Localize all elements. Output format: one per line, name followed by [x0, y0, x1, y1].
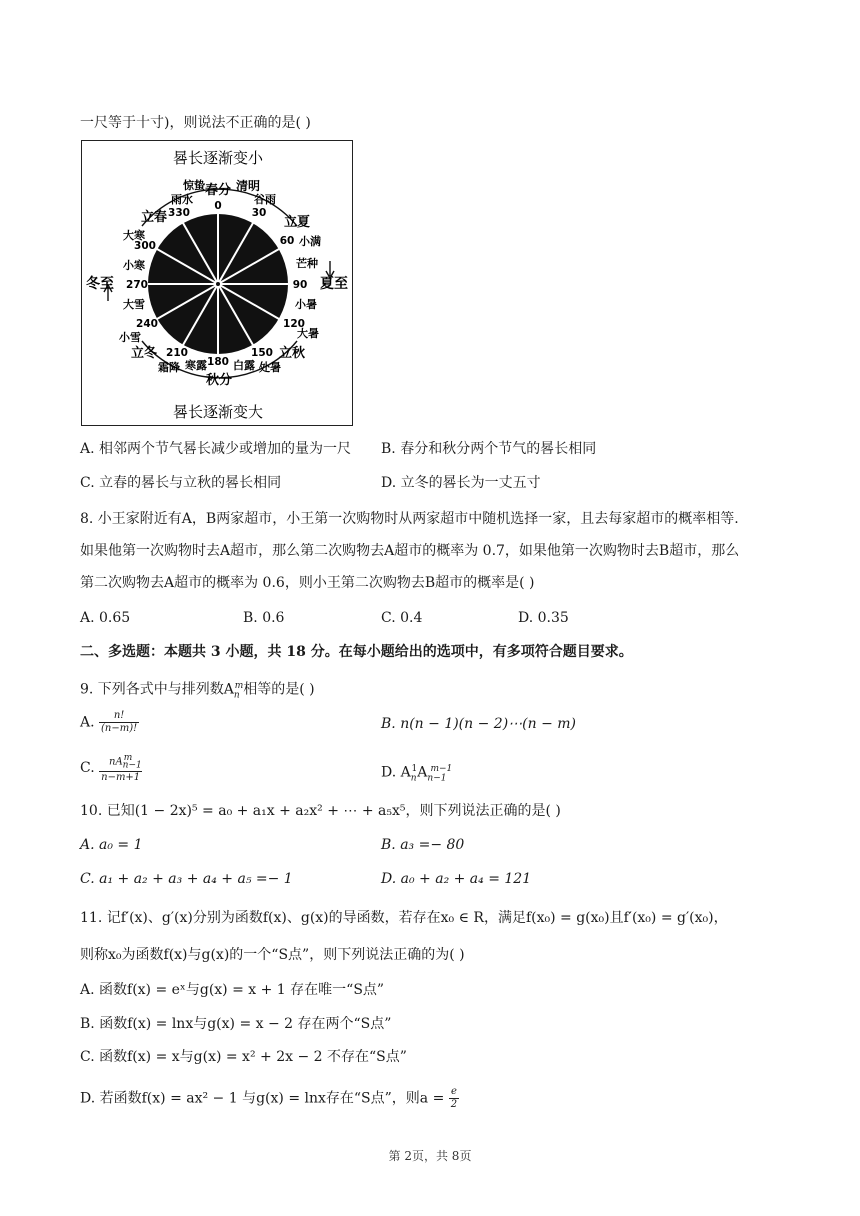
q9-option-c[interactable]: C. $\frac{nA_{n-1}^m}{n-m+1}$	[80, 753, 142, 784]
q11-option-c[interactable]: C. 函数f(x) = x与g(x) = x² + 2x − 2 不存在“S点”	[80, 1049, 407, 1065]
term-chunfen: 春分	[204, 183, 232, 198]
deg-240: 240	[136, 318, 158, 330]
term-lixia: 立夏	[283, 215, 311, 230]
term-qingming: 清明	[235, 179, 261, 193]
term-qiufen: 秋分	[205, 373, 233, 388]
q8-option-c[interactable]: C. 0.4	[381, 610, 423, 626]
q7-option-a[interactable]: A. 相邻两个节气晷长减少或增加的量为一尺	[80, 441, 352, 457]
q8-option-a[interactable]: A. 0.65	[80, 610, 131, 626]
term-xiaohan: 小寒	[123, 259, 145, 272]
q11-option-a[interactable]: A. 函数f(x) = eˣ与g(x) = x + 1 存在唯一“S点”	[80, 982, 385, 998]
q9-stem: 9. 下列各式中与排列数$A_n^m$相等的是( )	[80, 681, 315, 701]
deg-90: 90	[292, 279, 308, 291]
q10-option-b[interactable]: B. a₃ =− 80	[381, 837, 465, 853]
q11-option-d[interactable]: D. 若函数f(x) = ax² − 1 与g(x) = lnx存在“S点”，则a = $\frac{e}{2}$	[80, 1086, 458, 1110]
q8-line2: 如果他第一次购物时去A超市，那么第二次购物去A超市的概率为 0.7，如果他第一次购物时去B超市，那么	[80, 543, 740, 559]
term-lidong: 立冬	[130, 346, 158, 361]
q8-line1: 8. 小王家附近有A，B两家超市，小王第一次购物时从两家超市中随机选择一家，且去每家超市的概率相等.	[80, 511, 739, 527]
term-yushui: 雨水	[171, 193, 193, 206]
deg-180: 180	[207, 356, 229, 368]
q11-line2: 则称x₀为函数f(x)与g(x)的一个“S点”，则下列说法正确的为( )	[80, 947, 465, 963]
deg-30: 30	[251, 207, 267, 219]
deg-150: 150	[251, 347, 273, 359]
q10-option-c[interactable]: C. a₁ + a₂ + a₃ + a₄ + a₅ =− 1	[80, 871, 293, 887]
q11-option-b[interactable]: B. 函数f(x) = lnx与g(x) = x − 2 存在两个“S点”	[80, 1016, 392, 1032]
term-dashu: 大暑	[297, 327, 319, 340]
term-liqiu: 立秋	[278, 346, 306, 361]
term-bailu: 白露	[233, 359, 255, 372]
term-daxue: 大雪	[123, 298, 145, 311]
right-label: 夏至	[320, 276, 348, 292]
q7-stem-tail: 一尺等于十寸)，则说法不正确的是( )	[80, 115, 311, 131]
deg-120: 120	[283, 318, 305, 330]
deg-0: 0	[214, 200, 222, 212]
term-jingzhe: 惊蛰	[183, 179, 205, 192]
term-xiaoman: 小满	[299, 235, 321, 248]
term-lichun: 立春	[140, 210, 168, 225]
deg-270: 270	[126, 279, 148, 291]
q9-option-d[interactable]: D. $A_n^1A_{n-1}^{m-1}$	[381, 764, 453, 784]
term-dahan: 大寒	[123, 229, 145, 242]
q8-option-b[interactable]: B. 0.6	[243, 610, 285, 626]
q9-option-b[interactable]: B. n(n − 1)(n − 2)⋯(n − m)	[381, 716, 577, 732]
q7-option-c[interactable]: C. 立春的晷长与立秋的晷长相同	[80, 475, 282, 491]
q7-option-d[interactable]: D. 立冬的晷长为一丈五寸	[381, 475, 541, 491]
term-hanlu: 寒露	[185, 359, 207, 372]
top-caption: 晷长逐渐变小	[172, 149, 264, 167]
q9-option-a[interactable]: A. $\frac{n!}{(n-m)!}$	[80, 710, 138, 734]
q10-option-d[interactable]: D. a₀ + a₂ + a₄ = 121	[381, 871, 532, 887]
q11-line1: 11. 记f′(x)、g′(x)分别为函数f(x)、g(x)的导函数，若存在x₀ ∈ R，满足f(x₀) = g(x₀)且f′(x₀) = g′(x₀)，	[80, 910, 728, 926]
q9-stem-head: 9. 下列各式中与排列数A	[80, 681, 234, 698]
term-mangzhong: 芒种	[296, 257, 318, 270]
deg-300: 300	[134, 240, 156, 252]
deg-210: 210	[166, 347, 188, 359]
solar-terms-wheel	[82, 141, 352, 425]
deg-60: 60	[279, 235, 295, 247]
q10-option-a[interactable]: A. a₀ = 1	[80, 837, 143, 853]
q8-option-d[interactable]: D. 0.35	[518, 610, 569, 626]
term-shuangjiang: 霜降	[158, 361, 180, 374]
left-label: 冬至	[86, 276, 114, 292]
q9-stem-tail: 相等的是( )	[243, 681, 315, 698]
q7-option-b[interactable]: B. 春分和秋分两个节气的晷长相同	[381, 441, 597, 457]
term-xiaoshu: 小暑	[295, 298, 317, 311]
bottom-caption: 晷长逐渐变大	[172, 403, 264, 421]
term-chushu: 处暑	[259, 361, 281, 374]
q10-stem: 10. 已知(1 − 2x)⁵ = a₀ + a₁x + a₂x² + ⋯ + a₅x⁵，则下列说法正确的是( )	[80, 803, 561, 819]
q8-line3: 第二次购物去A超市的概率为 0.6，则小王第二次购物去B超市的概率是( )	[80, 575, 535, 591]
section2-heading: 二、多选题：本题共 3 小题，共 18 分。在每小题给出的选项中，有多项符合题目要求。	[80, 644, 633, 660]
page-footer: 第 2页，共 8页	[388, 1149, 472, 1163]
term-guyu: 谷雨	[254, 193, 276, 206]
deg-330: 330	[168, 207, 190, 219]
solar-terms-figure	[81, 140, 353, 426]
term-xiaoxue: 小雪	[119, 331, 141, 344]
